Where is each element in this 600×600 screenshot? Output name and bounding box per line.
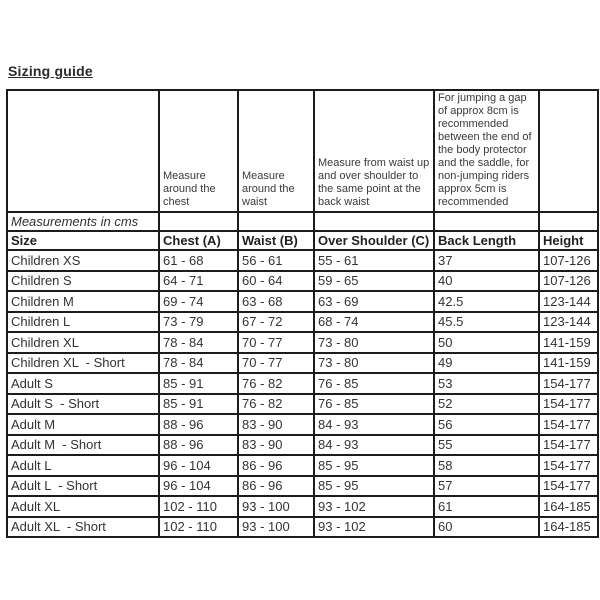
back-length-cell: 56 bbox=[434, 414, 539, 435]
column-header-row bbox=[7, 231, 598, 250]
over-shoulder-cell: 93 - 102 bbox=[314, 517, 434, 538]
back-length-cell: 52 bbox=[434, 394, 539, 415]
table-row bbox=[7, 455, 598, 476]
col-header-chest: Chest (A) bbox=[159, 231, 238, 250]
height-cell: 154-177 bbox=[539, 435, 598, 456]
note-empty-cell bbox=[159, 212, 238, 231]
height-cell: 154-177 bbox=[539, 476, 598, 497]
size-cell: Adult L bbox=[7, 455, 159, 476]
over-shoulder-cell: 73 - 80 bbox=[314, 353, 434, 374]
height-cell: 107-126 bbox=[539, 271, 598, 292]
chest-cell: 85 - 91 bbox=[159, 373, 238, 394]
back-length-cell: 58 bbox=[434, 455, 539, 476]
height-cell: 107-126 bbox=[539, 250, 598, 271]
sizing-table-body bbox=[7, 250, 598, 537]
page-title: Sizing guide bbox=[8, 63, 93, 79]
measurements-note: Measurements in cms bbox=[7, 212, 159, 231]
back-length-cell: 55 bbox=[434, 435, 539, 456]
size-cell: Children XL bbox=[7, 332, 159, 353]
desc-over-shoulder-cell: Measure from waist up and over shoulder to the same point at the back waist bbox=[314, 90, 434, 212]
back-length-cell: 60 bbox=[434, 517, 539, 538]
table-row bbox=[7, 476, 598, 497]
table-row bbox=[7, 414, 598, 435]
col-header-over-shoulder: Over Shoulder (C) bbox=[314, 231, 434, 250]
height-cell: 164-185 bbox=[539, 517, 598, 538]
chest-cell: 78 - 84 bbox=[159, 332, 238, 353]
over-shoulder-cell: 63 - 69 bbox=[314, 291, 434, 312]
chest-cell: 78 - 84 bbox=[159, 353, 238, 374]
desc-height-cell bbox=[539, 90, 598, 212]
description-row bbox=[7, 90, 598, 212]
table-row bbox=[7, 435, 598, 456]
col-header-back-length: Back Length bbox=[434, 231, 539, 250]
waist-cell: 93 - 100 bbox=[238, 517, 314, 538]
chest-cell: 88 - 96 bbox=[159, 435, 238, 456]
size-cell: Children XS bbox=[7, 250, 159, 271]
waist-cell: 56 - 61 bbox=[238, 250, 314, 271]
back-length-cell: 61 bbox=[434, 496, 539, 517]
waist-cell: 83 - 90 bbox=[238, 435, 314, 456]
chest-cell: 61 - 68 bbox=[159, 250, 238, 271]
note-empty-cell bbox=[434, 212, 539, 231]
back-length-cell: 50 bbox=[434, 332, 539, 353]
waist-cell: 70 - 77 bbox=[238, 353, 314, 374]
table-row bbox=[7, 271, 598, 292]
back-length-cell: 53 bbox=[434, 373, 539, 394]
table-row bbox=[7, 291, 598, 312]
over-shoulder-cell: 55 - 61 bbox=[314, 250, 434, 271]
table-row bbox=[7, 332, 598, 353]
back-length-cell: 42.5 bbox=[434, 291, 539, 312]
size-cell: Adult S - Short bbox=[7, 394, 159, 415]
waist-cell: 67 - 72 bbox=[238, 312, 314, 333]
chest-cell: 96 - 104 bbox=[159, 476, 238, 497]
desc-chest-cell: Measure around the chest bbox=[159, 90, 238, 212]
note-empty-cell bbox=[238, 212, 314, 231]
over-shoulder-cell: 76 - 85 bbox=[314, 373, 434, 394]
size-cell: Children S bbox=[7, 271, 159, 292]
table-row bbox=[7, 496, 598, 517]
back-length-cell: 40 bbox=[434, 271, 539, 292]
size-cell: Adult XL - Short bbox=[7, 517, 159, 538]
back-length-cell: 45.5 bbox=[434, 312, 539, 333]
height-cell: 154-177 bbox=[539, 373, 598, 394]
back-length-cell: 49 bbox=[434, 353, 539, 374]
waist-cell: 63 - 68 bbox=[238, 291, 314, 312]
over-shoulder-cell: 84 - 93 bbox=[314, 435, 434, 456]
over-shoulder-cell: 68 - 74 bbox=[314, 312, 434, 333]
height-cell: 141-159 bbox=[539, 353, 598, 374]
over-shoulder-cell: 85 - 95 bbox=[314, 455, 434, 476]
col-header-height: Height bbox=[539, 231, 598, 250]
table-row bbox=[7, 312, 598, 333]
height-cell: 123-144 bbox=[539, 291, 598, 312]
size-cell: Adult M bbox=[7, 414, 159, 435]
table-row bbox=[7, 353, 598, 374]
height-cell: 141-159 bbox=[539, 332, 598, 353]
over-shoulder-cell: 85 - 95 bbox=[314, 476, 434, 497]
height-cell: 123-144 bbox=[539, 312, 598, 333]
over-shoulder-cell: 73 - 80 bbox=[314, 332, 434, 353]
back-length-cell: 57 bbox=[434, 476, 539, 497]
table-row bbox=[7, 250, 598, 271]
desc-back-length-cell: For jumping a gap of approx 8cm is recommended between the end of the body protector and the saddle, for non-jumping riders approx 5cm is recommended bbox=[434, 90, 539, 212]
table-row bbox=[7, 373, 598, 394]
height-cell: 154-177 bbox=[539, 414, 598, 435]
chest-cell: 96 - 104 bbox=[159, 455, 238, 476]
chest-cell: 64 - 71 bbox=[159, 271, 238, 292]
waist-cell: 86 - 96 bbox=[238, 455, 314, 476]
over-shoulder-cell: 76 - 85 bbox=[314, 394, 434, 415]
height-cell: 154-177 bbox=[539, 455, 598, 476]
height-cell: 164-185 bbox=[539, 496, 598, 517]
over-shoulder-cell: 93 - 102 bbox=[314, 496, 434, 517]
waist-cell: 86 - 96 bbox=[238, 476, 314, 497]
desc-size-cell bbox=[7, 90, 159, 212]
col-header-size: Size bbox=[7, 231, 159, 250]
note-row bbox=[7, 212, 598, 231]
waist-cell: 93 - 100 bbox=[238, 496, 314, 517]
desc-waist-cell: Measure around the waist bbox=[238, 90, 314, 212]
chest-cell: 85 - 91 bbox=[159, 394, 238, 415]
col-header-waist: Waist (B) bbox=[238, 231, 314, 250]
waist-cell: 60 - 64 bbox=[238, 271, 314, 292]
chest-cell: 102 - 110 bbox=[159, 517, 238, 538]
note-empty-cell bbox=[314, 212, 434, 231]
table-row bbox=[7, 517, 598, 538]
note-empty-cell bbox=[539, 212, 598, 231]
waist-cell: 70 - 77 bbox=[238, 332, 314, 353]
waist-cell: 76 - 82 bbox=[238, 373, 314, 394]
size-cell: Adult M - Short bbox=[7, 435, 159, 456]
size-cell: Adult L - Short bbox=[7, 476, 159, 497]
over-shoulder-cell: 84 - 93 bbox=[314, 414, 434, 435]
sizing-table bbox=[6, 89, 599, 538]
size-cell: Children M bbox=[7, 291, 159, 312]
waist-cell: 83 - 90 bbox=[238, 414, 314, 435]
chest-cell: 102 - 110 bbox=[159, 496, 238, 517]
size-cell: Children L bbox=[7, 312, 159, 333]
size-cell: Children XL - Short bbox=[7, 353, 159, 374]
chest-cell: 73 - 79 bbox=[159, 312, 238, 333]
chest-cell: 69 - 74 bbox=[159, 291, 238, 312]
chest-cell: 88 - 96 bbox=[159, 414, 238, 435]
waist-cell: 76 - 82 bbox=[238, 394, 314, 415]
back-length-cell: 37 bbox=[434, 250, 539, 271]
over-shoulder-cell: 59 - 65 bbox=[314, 271, 434, 292]
size-cell: Adult S bbox=[7, 373, 159, 394]
table-row bbox=[7, 394, 598, 415]
height-cell: 154-177 bbox=[539, 394, 598, 415]
size-cell: Adult XL bbox=[7, 496, 159, 517]
